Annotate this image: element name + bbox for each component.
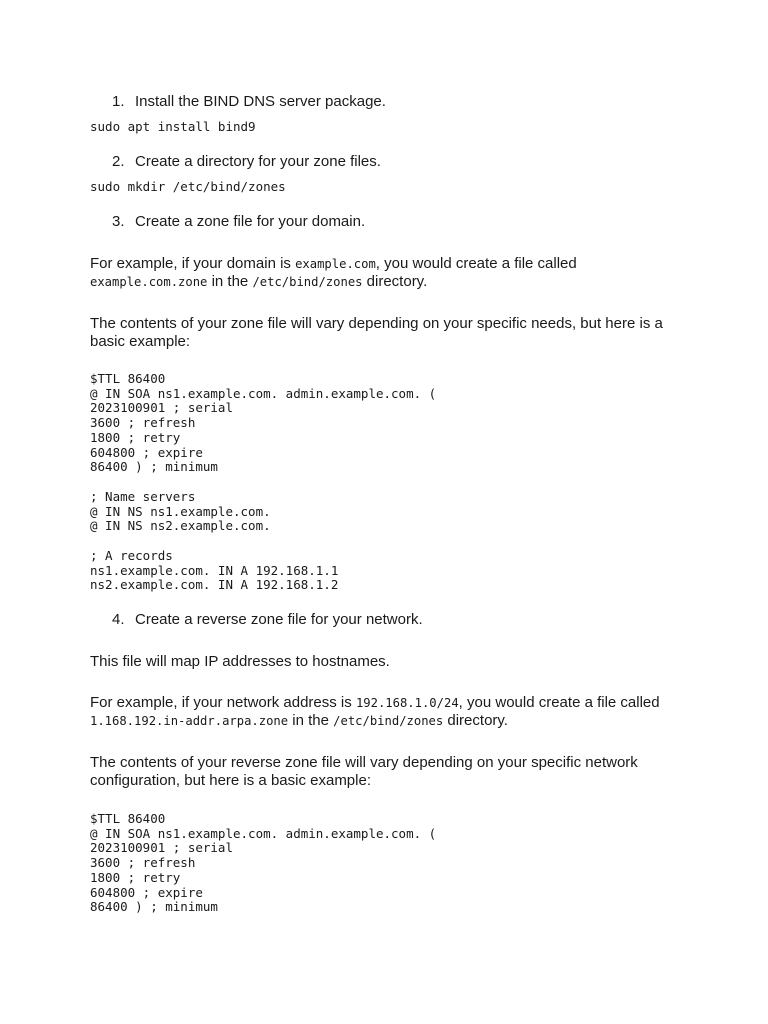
inline-code-zone-filename: example.com.zone [90, 275, 208, 289]
step-number: 2. [112, 153, 125, 170]
code-install-command: sudo apt install bind9 [90, 119, 256, 134]
paragraph-text: , you would create a file called [458, 694, 660, 711]
step-number: 1. [112, 93, 125, 110]
paragraph-map-ip: This file will map IP addresses to hostnames. [90, 653, 390, 670]
code-zone-ns-block: ; Name servers @ IN NS ns1.example.com. @ IN NS ns2.example.com. [90, 489, 271, 534]
step-text: Create a zone file for your domain. [135, 213, 366, 230]
step-text: Create a directory for your zone files. [135, 153, 381, 170]
inline-code-zones-dir: /etc/bind/zones [252, 275, 363, 289]
paragraph-text: in the [288, 712, 334, 729]
paragraph-text: directory. [443, 712, 508, 729]
step-number: 4. [112, 611, 125, 628]
paragraph-network-example [90, 694, 680, 730]
step-text: Create a reverse zone file for your network. [135, 611, 423, 628]
paragraph-text: For example, if your domain is [90, 255, 296, 272]
code-zone-soa-block: $TTL 86400 @ IN SOA ns1.example.com. admin.example.com. ( 2023100901 ; serial 3600 ; refresh 1800 ; retry 604800 ; expire 86400 ) ; minimum [90, 371, 437, 475]
paragraph-reverse-contents: The contents of your reverse zone file will vary depending on your specific network configuration, but here is a basic example: [90, 754, 638, 789]
code-reverse-zone-soa-block: $TTL 86400 @ IN SOA ns1.example.com. admin.example.com. ( 2023100901 ; serial 3600 ; refresh 1800 ; retry 604800 ; expire 86400 ) ; minimum [90, 811, 437, 915]
code-mkdir-command: sudo mkdir /etc/bind/zones [90, 179, 286, 194]
paragraph-zone-contents: The contents of your zone file will vary depending on your specific needs, but here is a basic example: [90, 315, 663, 350]
inline-code-reverse-zone-filename: 1.168.192.in-addr.arpa.zone [90, 714, 289, 728]
paragraph-text: in the [207, 273, 253, 290]
paragraph-text: directory. [362, 273, 428, 290]
inline-code-zones-dir: /etc/bind/zones [333, 714, 444, 728]
inline-code-network-address: 192.168.1.0/24 [355, 696, 459, 710]
step-text: Install the BIND DNS server package. [135, 93, 386, 110]
paragraph-domain-example [90, 255, 680, 291]
paragraph-text: For example, if your network address is [90, 694, 356, 711]
step-number: 3. [112, 213, 125, 230]
code-zone-a-records-block: ; A records ns1.example.com. IN A 192.168.1.1 ns2.example.com. IN A 192.168.1.2 [90, 548, 339, 593]
paragraph-text: , you would create a file called [375, 255, 577, 272]
inline-code-domain: example.com [295, 257, 376, 271]
